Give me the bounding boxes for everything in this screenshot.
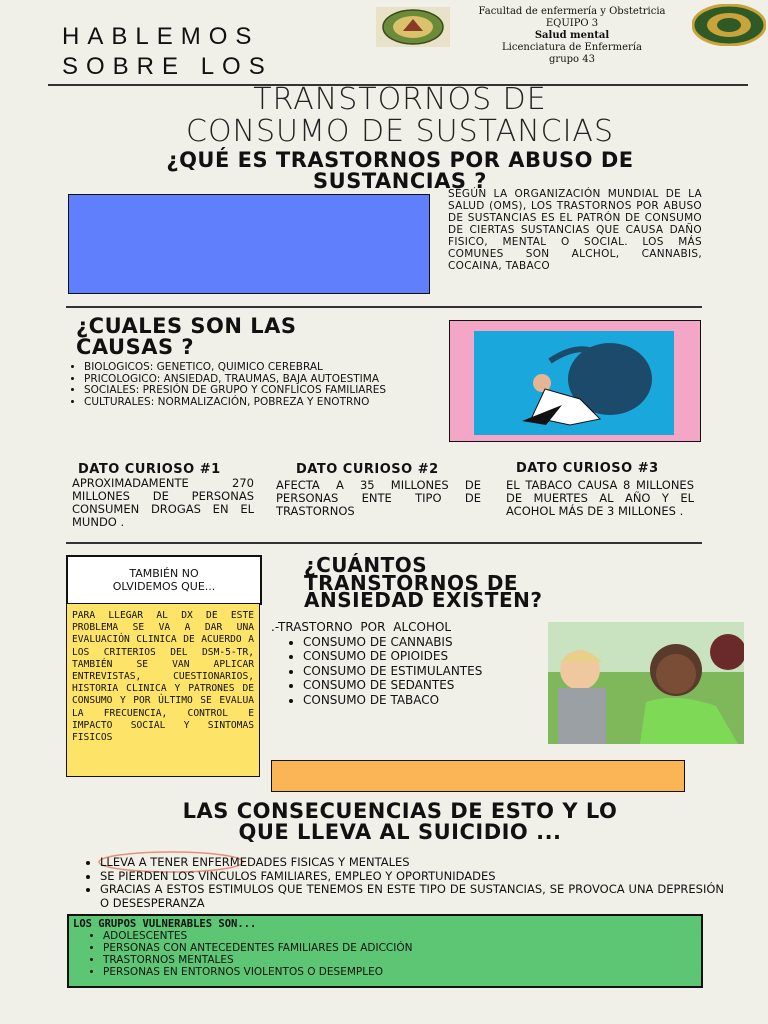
- oms-definition: SEGÚN LA ORGANIZACIÓN MUNDIAL DE LA SALUD (OMS), LOS TRASTORNOS POR ABUSO DE SUSTANCIAS ES EL PATRÓN DE CONSUMO DE CIERTAS SUSTANCIAS QUE CAUSA DAÑO FISICO, MENTAL O SOCIAL. LOS MÁS COMUNES SON ALCHOL, CANNABIS, COCAINA, TABACO: [448, 188, 702, 272]
- heading-line: [76, 316, 428, 337]
- list-item: • CONSUMO DE ESTIMULANTES: [303, 664, 523, 679]
- header-hablemos: [62, 22, 273, 82]
- reminder-box: [66, 555, 262, 605]
- list-item: • CONSUMO DE SEDANTES: [303, 678, 523, 693]
- section-heading-causes: [76, 316, 428, 358]
- vulnerable-heading: LOS GRUPOS VULNERABLES SON...: [73, 918, 257, 930]
- university-logo-left: [376, 7, 450, 47]
- types-list-block: [271, 620, 523, 760]
- hablemos-line2: SOBRE LOS: [62, 53, 273, 80]
- reminder-line2: OLVIDEMOS QUE...: [112, 580, 216, 593]
- illustration-frame: [449, 320, 701, 442]
- vulnerable-groups-box: [67, 914, 703, 988]
- heading-line: ¿QUÉ ES TRASTORNOS POR ABUSO DE: [166, 148, 634, 172]
- heading-line: ANSIEDAD EXISTEN?: [304, 588, 543, 612]
- blue-image-placeholder: [68, 194, 430, 294]
- team-name: EQUIPO 3: [545, 18, 599, 29]
- heading-line: QUE LLEVA AL SUICIDIO ...: [238, 820, 562, 844]
- section-heading-consequences: [40, 801, 760, 843]
- list-item: • PERSONAS CON ANTECEDENTES FAMILIARES DE ADICCIÓN: [103, 942, 701, 954]
- faculty-block: [452, 6, 692, 66]
- list-item: • LLEVA A TENER ENFERMEDADES FISICAS Y MENTALES: [100, 856, 724, 870]
- list-item: • SOCIALES: PRESIÓN DE GRUPO Y CONFLICOS FAMILIARES: [84, 385, 454, 397]
- main-title-line1: TRANSTORNOS DE: [253, 82, 547, 117]
- orange-banner: [271, 760, 685, 792]
- list-item: • CONSUMO DE OPIOIDES: [303, 649, 523, 664]
- degree-name: Licenciatura de Enfermería: [502, 42, 642, 53]
- curious-fact-2-text: AFECTA A 35 MILLONES DE PERSONAS ENTE TIPO DE TRASTORNOS: [276, 478, 481, 518]
- list-item: • SE PIERDEN LOS VINCULOS FAMILIARES, EMPLEO Y OPORTUNIDADES: [100, 870, 724, 884]
- vulnerable-list: [69, 930, 701, 978]
- list-item: • CONSUMO DE TABACO: [303, 693, 523, 708]
- university-logo-right: [692, 4, 766, 46]
- happy-kids-photo: [548, 622, 744, 744]
- divider: [66, 306, 702, 308]
- diagnosis-box: [66, 603, 260, 777]
- heading-line: LAS CONSECUENCIAS DE ESTO Y LO: [182, 799, 618, 823]
- group-name: grupo 43: [549, 54, 595, 65]
- heading-line: SUSTANCIAS ?: [313, 169, 487, 193]
- causes-list: [68, 362, 454, 408]
- curious-fact-3-text: EL TABACO CAUSA 8 MILLONES DE MUERTES AL AÑO Y EL ACOHOL MÁS DE 3 MILLONES .: [506, 478, 694, 518]
- consequences-list: [78, 856, 724, 910]
- hablemos-line1: HABLEMOS: [62, 23, 260, 50]
- heading-text: ¿CUALES SON LAS: [76, 314, 297, 338]
- list-item: • ADOLESCENTES: [103, 930, 701, 942]
- types-intro: .-TRASTORNO POR ALCOHOL: [271, 620, 452, 634]
- list-item: • PERSONAS EN ENTORNOS VIOLENTOS O DESEMPLEO: [103, 966, 701, 978]
- diagnosis-text: PARA LLEGAR AL DX DE ESTE PROBLEMA SE VA A DAR UNA EVALUACIÓN CLINICA DE ACUERDO A LOS CRITERIOS DEL DSM-5-TR, TAMBIÉN SE VAN APLICAR ENTREVISTAS, CUESTIONARIOS, HISTORIA CLINICA Y PATRONES DE CONSUMO Y POR ÚLTIMO SE EVALUA LA FRECUENCIA, CONTROL E IMPACTO SOCIAL Y SINTOMAS FISICOS: [72, 610, 254, 744]
- sad-person-illustration: [450, 321, 700, 441]
- list-item: • CONSUMO DE CANNABIS: [303, 635, 523, 650]
- curious-fact-1-text: APROXIMADAMENTE 270 MILLONES DE PERSONAS CONSUMEN DROGAS EN EL MUNDO .: [72, 476, 254, 529]
- curious-fact-2-title: DATO CURIOSO #2: [296, 462, 439, 477]
- list-item: • PRICOLOGICO: ANSIEDAD, TRAUMAS, BAJA AUTOESTIMA: [84, 374, 454, 386]
- faculty-name: Facultad de enfermería y Obstetricia: [478, 6, 666, 17]
- heading-line: CAUSAS ?: [76, 335, 195, 359]
- types-list: [271, 635, 523, 708]
- list-item: • GRACIAS A ESTOS ESTIMULOS QUE TENEMOS EN ESTE TIPO DE SUSTANCIAS, SE PROVOCA UNA DEPRESIÓN O DESESPERANZA: [100, 883, 724, 910]
- main-title-line2: CONSUMO DE SUSTANCIAS: [186, 114, 614, 149]
- heading-line: TRANSTORNOS DE: [304, 570, 519, 595]
- section-heading-types: [304, 553, 656, 612]
- list-item: • BIOLOGICOS: GENETICO, QUIMICO CEREBRAL: [84, 362, 454, 374]
- heading-line: ¿CUÁNTOS: [304, 553, 428, 577]
- reminder-line1: TAMBIÉN NO: [129, 567, 199, 580]
- list-item: • CULTURALES: NORMALIZACIÓN, POBREZA Y ENOTRNO: [84, 397, 454, 409]
- list-item: • TRASTORNOS MENTALES: [103, 954, 701, 966]
- divider: [66, 542, 702, 544]
- subject-name: Salud mental: [534, 30, 610, 41]
- curious-fact-1-title: DATO CURIOSO #1: [78, 462, 221, 477]
- section-heading-what-is: [40, 150, 760, 192]
- curious-fact-3-title: DATO CURIOSO #3: [516, 461, 659, 476]
